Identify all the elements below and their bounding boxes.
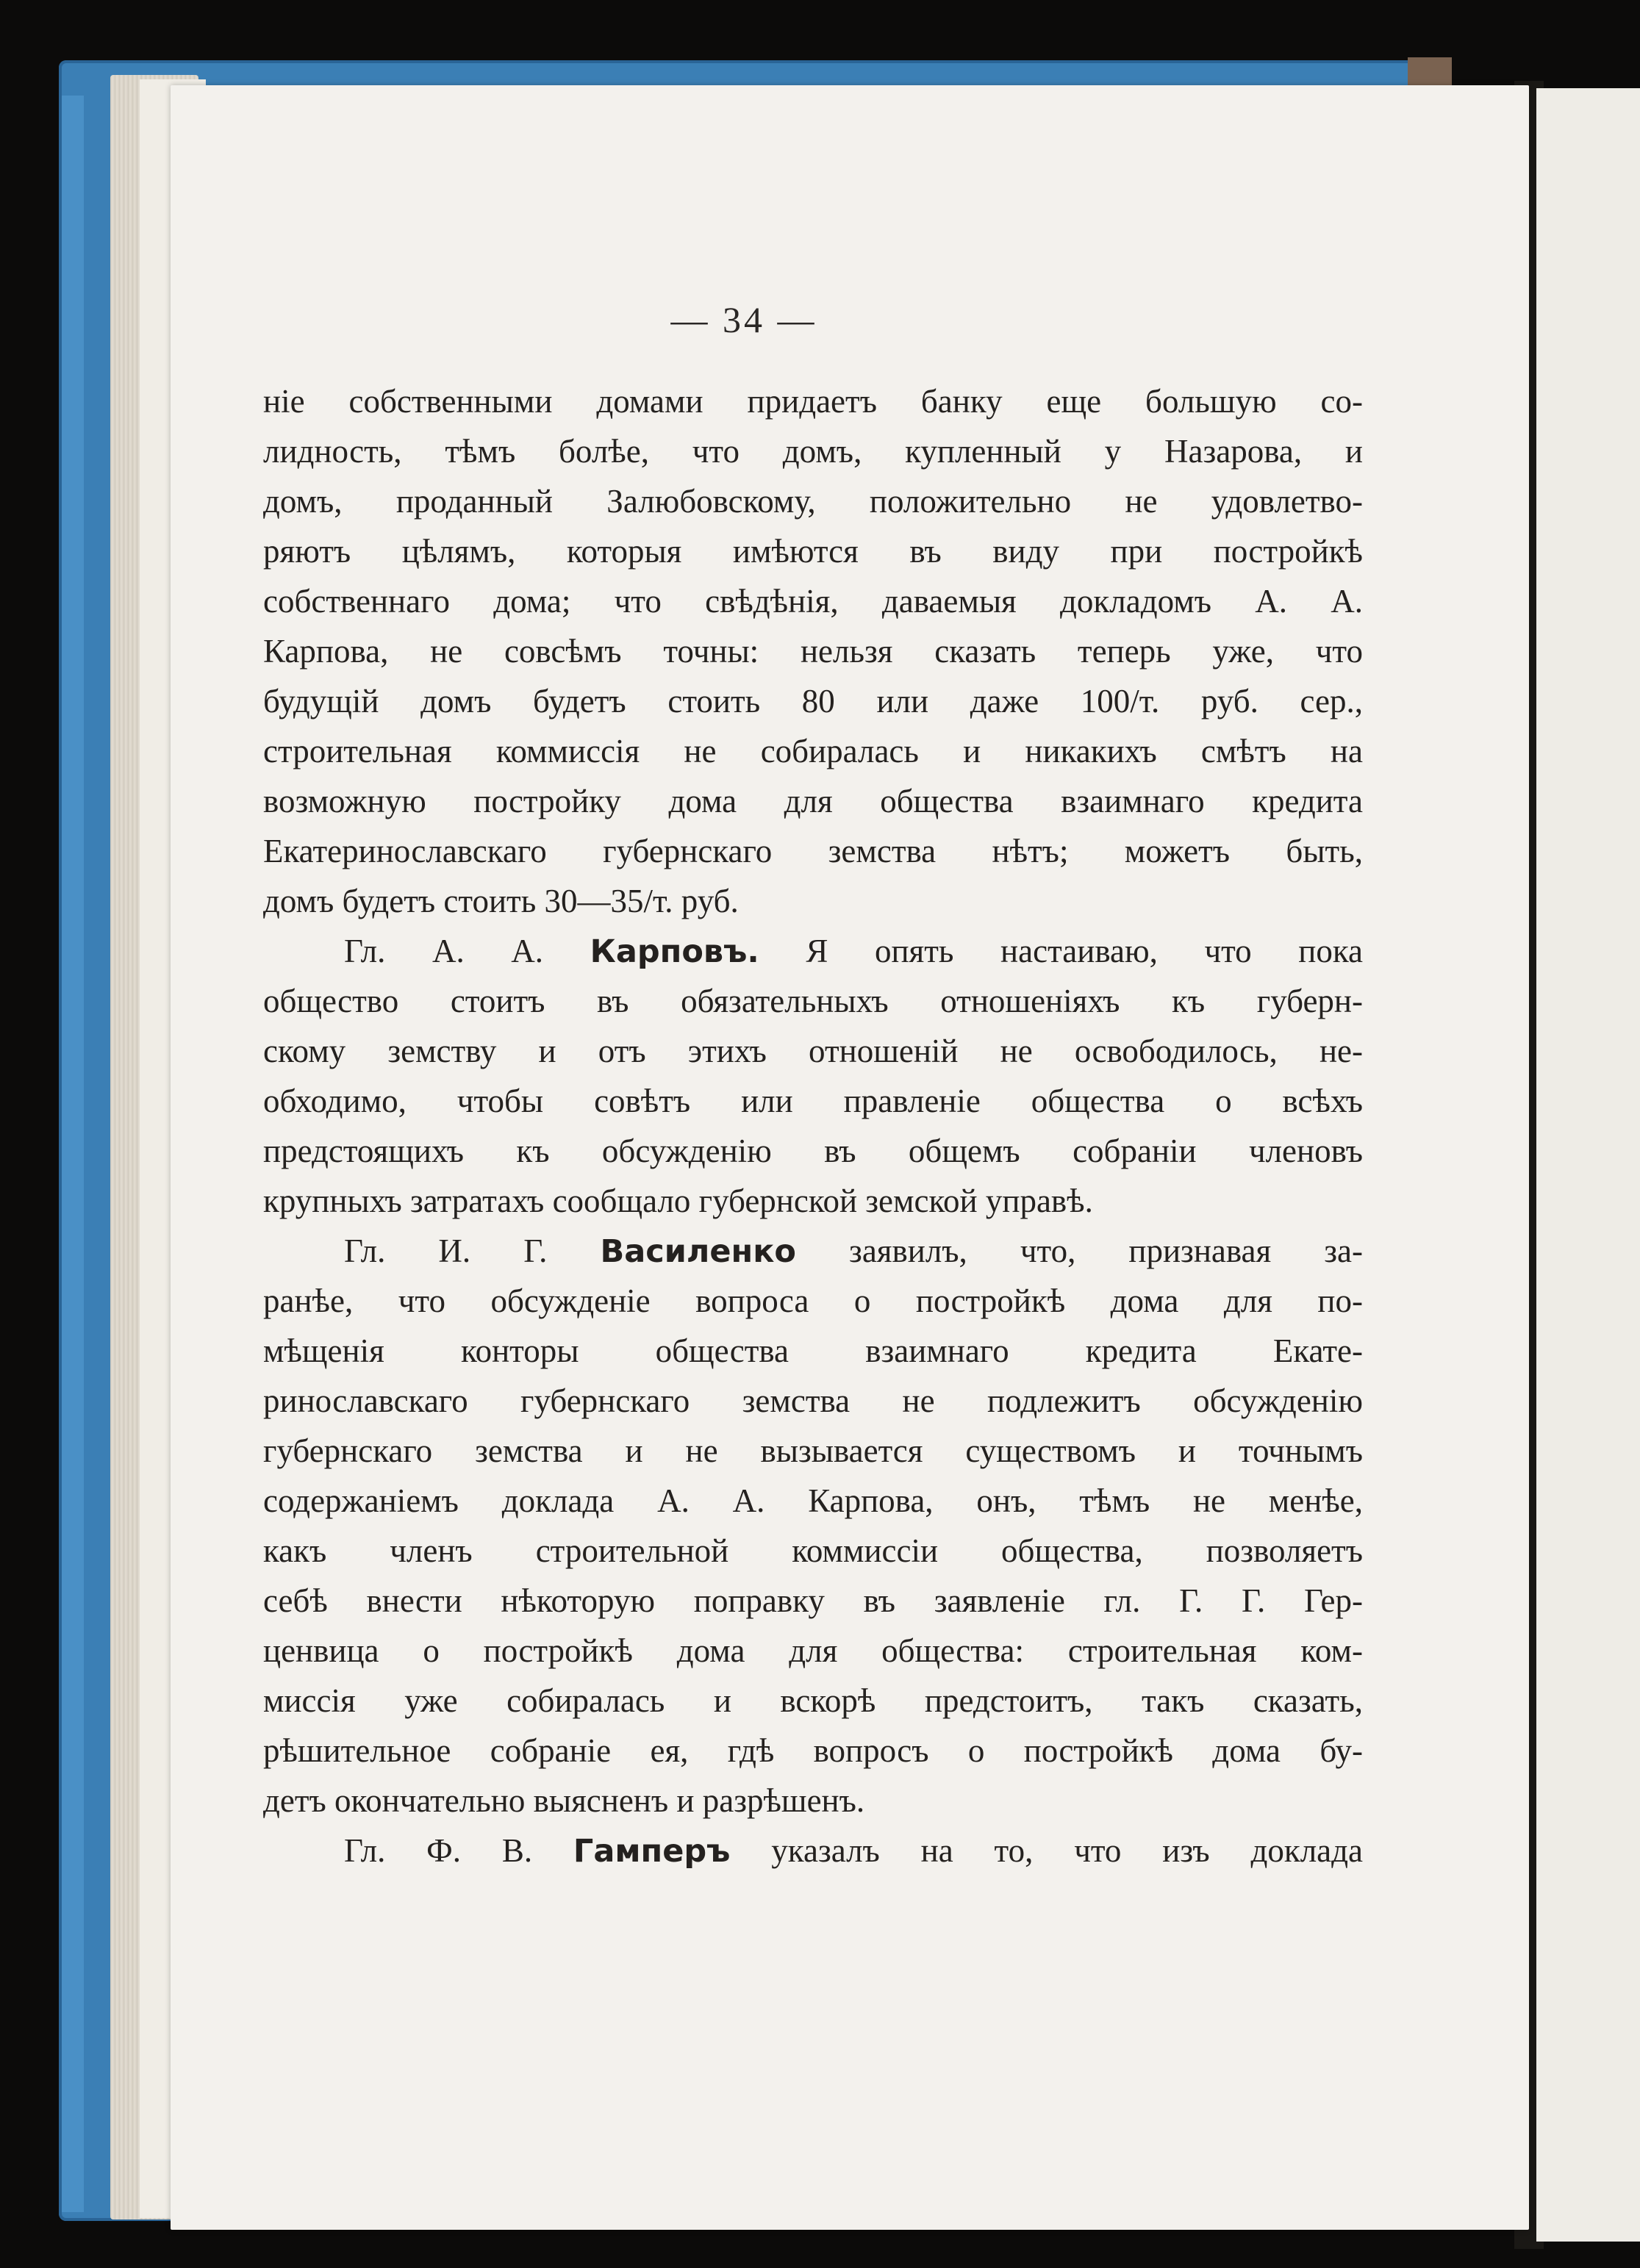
text-line: будущій домъ будетъ стоить 80 или даже 100/т. руб. сер., xyxy=(263,683,1363,719)
speaker-statement: заявилъ, что, признавая за- xyxy=(849,1232,1363,1269)
text-line: детъ окончательно выясненъ и разрѣшенъ. xyxy=(263,1782,865,1819)
text-line: Екатеринославскаго губернскаго земства нѣтъ; можетъ быть, xyxy=(263,833,1363,869)
speaker-name: Карповъ. xyxy=(590,933,759,970)
text-line: ринославскаго губернскаго земства не подлежитъ обсужденію xyxy=(263,1382,1363,1419)
speaker-title: Гл. А. А. xyxy=(344,933,544,969)
text-line: строительная коммиссія не собиралась и никакихъ смѣтъ на xyxy=(263,733,1363,769)
text-line: домъ будетъ стоить 30—35/т. руб. xyxy=(263,883,739,919)
text-line: возможную постройку дома для общества взаимнаго кредита xyxy=(263,783,1363,819)
speaker-name: Гамперъ xyxy=(573,1833,731,1870)
text-line: скому земству и отъ этихъ отношеній не освободилось, не- xyxy=(263,1033,1363,1069)
text-line: Карпова, не совсѣмъ точны: нельзя сказать теперь уже, что xyxy=(263,633,1363,670)
text-line: губернскаго земства и не вызывается существомъ и точнымъ xyxy=(263,1432,1363,1469)
page-text xyxy=(263,376,1363,1920)
paragraph-first-line xyxy=(263,1826,1363,1876)
text-line: ранѣе, что обсужденіе вопроса о постройкѣ дома для по- xyxy=(263,1282,1363,1319)
text-line: содержаніемъ доклада А. А. Карпова, онъ, тѣмъ не менѣе, xyxy=(263,1482,1363,1519)
text-line: ценвица о постройкѣ дома для общества: строительная ком- xyxy=(263,1632,1363,1669)
paragraph-3 xyxy=(263,1226,1363,1826)
text-line: миссія уже собиралась и вскорѣ предстоитъ, такъ сказать, xyxy=(263,1682,1363,1719)
speaker-statement: Я опять настаиваю, что пока xyxy=(806,933,1363,969)
text-line: собственнаго дома; что свѣдѣнія, даваемыя докладомъ А. А. xyxy=(263,583,1363,620)
speaker-title: Гл. Ф. В. xyxy=(344,1832,533,1869)
book-cover-edge xyxy=(62,96,84,2212)
text-line: предстоящихъ къ обсужденію въ общемъ собраніи членовъ xyxy=(263,1133,1363,1169)
paragraph-1 xyxy=(263,376,1363,926)
speaker-name: Василенко xyxy=(600,1233,796,1270)
page-number: — 34 — xyxy=(670,299,817,340)
paragraph-first-line xyxy=(263,926,1363,976)
text-line: общество стоитъ въ обязательныхъ отношеніяхъ къ губерн- xyxy=(263,983,1363,1019)
paragraph-first-line xyxy=(263,1226,1363,1276)
facing-page xyxy=(1536,88,1640,2242)
text-line: лидность, тѣмъ болѣе, что домъ, купленный у Назарова, и xyxy=(263,433,1363,470)
speaker-title: Гл. И. Г. xyxy=(344,1232,548,1269)
paragraph-4 xyxy=(263,1826,1363,1876)
text-line: какъ членъ строительной коммиссіи общества, позволяетъ xyxy=(263,1532,1363,1569)
paragraph-2 xyxy=(263,926,1363,1226)
text-line: ніе собственными домами придаетъ банку еще большую со- xyxy=(263,383,1363,420)
text-line: себѣ внести нѣкоторую поправку въ заявленіе гл. Г. Г. Гер- xyxy=(263,1582,1363,1619)
text-line: крупныхъ затратахъ сообщало губернской земской управѣ. xyxy=(263,1183,1093,1219)
text-line: ряютъ цѣлямъ, которыя имѣются въ виду при постройкѣ xyxy=(263,533,1363,570)
speaker-statement: указалъ на то, что изъ доклада xyxy=(771,1832,1363,1869)
text-line: мѣщенія конторы общества взаимнаго кредита Екате- xyxy=(263,1332,1363,1369)
text-line: домъ, проданный Залюбовскому, положительно не удовлетво- xyxy=(263,483,1363,520)
text-line: рѣшительное собраніе ея, гдѣ вопросъ о постройкѣ дома бу- xyxy=(263,1732,1363,1769)
text-line: обходимо, чтобы совѣтъ или правленіе общества о всѣхъ xyxy=(263,1083,1363,1119)
